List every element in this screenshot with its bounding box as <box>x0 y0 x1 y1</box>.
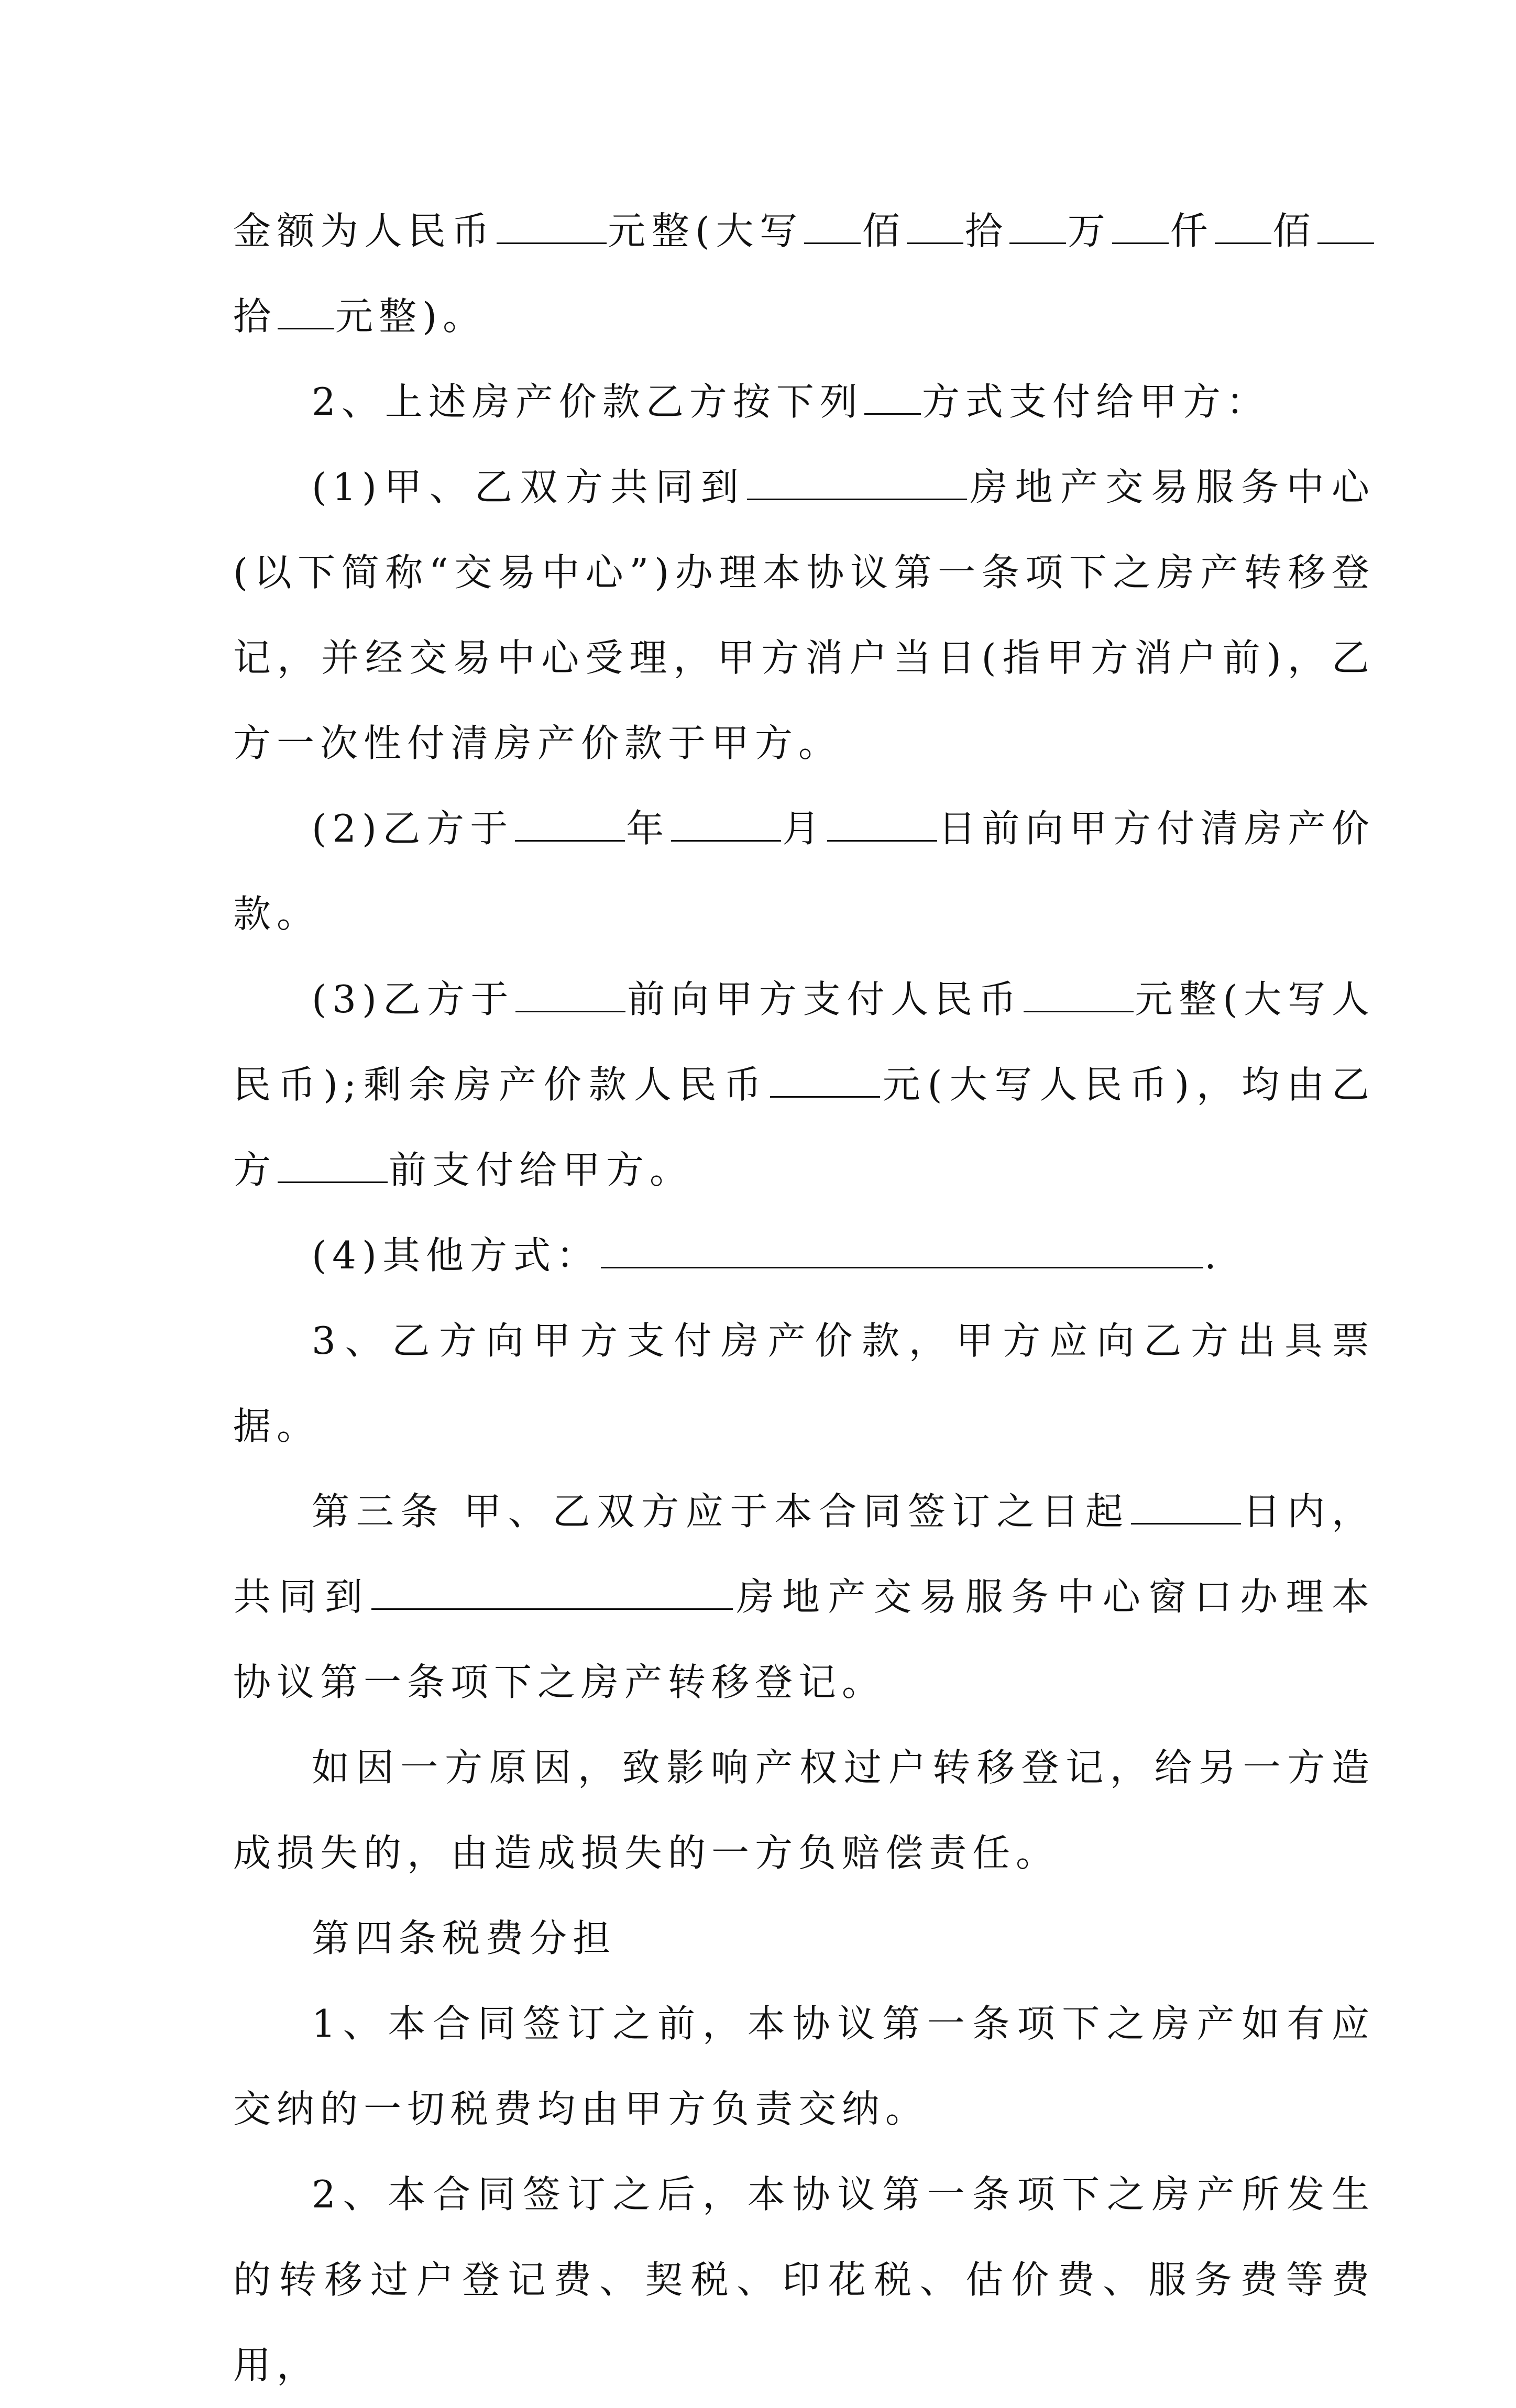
blank-line <box>601 1236 1203 1268</box>
text-segment: 元整(大写人民币);剩余房产价款人民币 <box>233 977 1375 1107</box>
text-segment: 第四条税费分担 <box>312 1916 617 1960</box>
text-segment: 房地产交易服务中心(以下简称“交易中心”)办理本协议第一条项下之房产转移登记，并经交易中心受理，甲方消户当日(指甲方消户前)，乙方一次性付清房产价款于甲方。 <box>233 465 1375 765</box>
text-segment: 前支付给甲方。 <box>389 1148 694 1192</box>
document-body <box>233 189 1375 2408</box>
text-segment: (2)乙方于 <box>312 807 514 850</box>
blank-line <box>515 980 625 1012</box>
blank-line <box>1112 212 1169 244</box>
blank-line <box>278 297 334 329</box>
paragraph-tax-after <box>233 2152 1375 2408</box>
blank-line <box>770 1066 880 1098</box>
text-segment: 第三条 甲、乙双方应于本合同签订之日起 <box>312 1489 1130 1533</box>
paragraph-tax-before <box>233 1981 1375 2152</box>
paragraph-article-4-heading <box>233 1896 1375 1981</box>
text-segment: 1、本合同签订之前，本协议第一条项下之房产如有应交纳的一切税费均由甲方负责交纳。 <box>233 2002 1375 2131</box>
paragraph-article-3 <box>233 1469 1375 1725</box>
text-segment: 3、乙方向甲方支付房产价款，甲方应向乙方出具票据。 <box>233 1319 1375 1448</box>
text-segment: 元整(大写 <box>607 209 804 253</box>
blank-line <box>827 810 937 842</box>
text-segment: 2、上述房产价款乙方按下列 <box>312 380 863 424</box>
text-segment: 佰 <box>862 209 906 253</box>
paragraph-receipt <box>233 1298 1375 1469</box>
text-segment: 万 <box>1067 209 1112 253</box>
blank-line <box>907 212 963 244</box>
text-segment: 前向甲方支付人民币 <box>627 977 1023 1021</box>
text-segment: 2、本合同签订之后，本协议第一条项下之房产所发生的转移过户登记费、契税、印花税、估价费、服务费等费用， <box>233 2172 1375 2387</box>
paragraph-option-2 <box>233 786 1375 957</box>
text-segment: 仟 <box>1170 209 1214 253</box>
text-segment: 月 <box>782 807 826 850</box>
blank-line <box>864 383 921 415</box>
text-segment: (3)乙方于 <box>312 977 515 1021</box>
text-segment: (4)其他方式： <box>312 1233 600 1277</box>
blank-line <box>371 1578 733 1610</box>
paragraph-option-1 <box>233 445 1375 786</box>
text-segment: 日内，共同到 <box>233 1489 1375 1619</box>
paragraph-option-3 <box>233 957 1375 1213</box>
text-segment: 拾 <box>964 209 1009 253</box>
paragraph-amount <box>233 189 1375 359</box>
text-segment: 佰 <box>1272 209 1316 253</box>
blank-line <box>1317 212 1374 244</box>
blank-line <box>497 212 607 244</box>
blank-line <box>1024 980 1134 1012</box>
blank-line <box>515 810 625 842</box>
blank-line <box>671 810 781 842</box>
blank-line <box>804 212 861 244</box>
text-segment: 房地产交易服务中心窗口办理本协议第一条项下之房产转移登记。 <box>233 1575 1375 1704</box>
text-segment: 日前向甲方付清房产价款。 <box>233 807 1375 936</box>
text-segment: 年 <box>625 807 670 850</box>
text-segment: 拾 <box>233 294 277 338</box>
text-segment: 方式支付给甲方： <box>921 380 1270 424</box>
text-segment: 元整)。 <box>335 294 487 338</box>
blank-line <box>1215 212 1271 244</box>
text-segment: 元(大写人民币)，均由乙方 <box>233 1063 1375 1192</box>
blank-line <box>1009 212 1066 244</box>
paragraph-option-4 <box>233 1213 1375 1298</box>
blank-line <box>1131 1493 1241 1525</box>
blank-line <box>747 468 967 500</box>
text-segment: 金额为人民币 <box>233 209 496 253</box>
paragraph-liability <box>233 1725 1375 1896</box>
text-segment: . <box>1204 1233 1222 1277</box>
text-segment: 如因一方原因，致影响产权过户转移登记，给另一方造成损失的，由造成损失的一方负赔偿责任。 <box>233 1746 1375 1875</box>
blank-line <box>278 1151 388 1183</box>
text-segment: (1)甲、乙双方共同到 <box>312 465 746 509</box>
paragraph-payment-method <box>233 359 1375 445</box>
